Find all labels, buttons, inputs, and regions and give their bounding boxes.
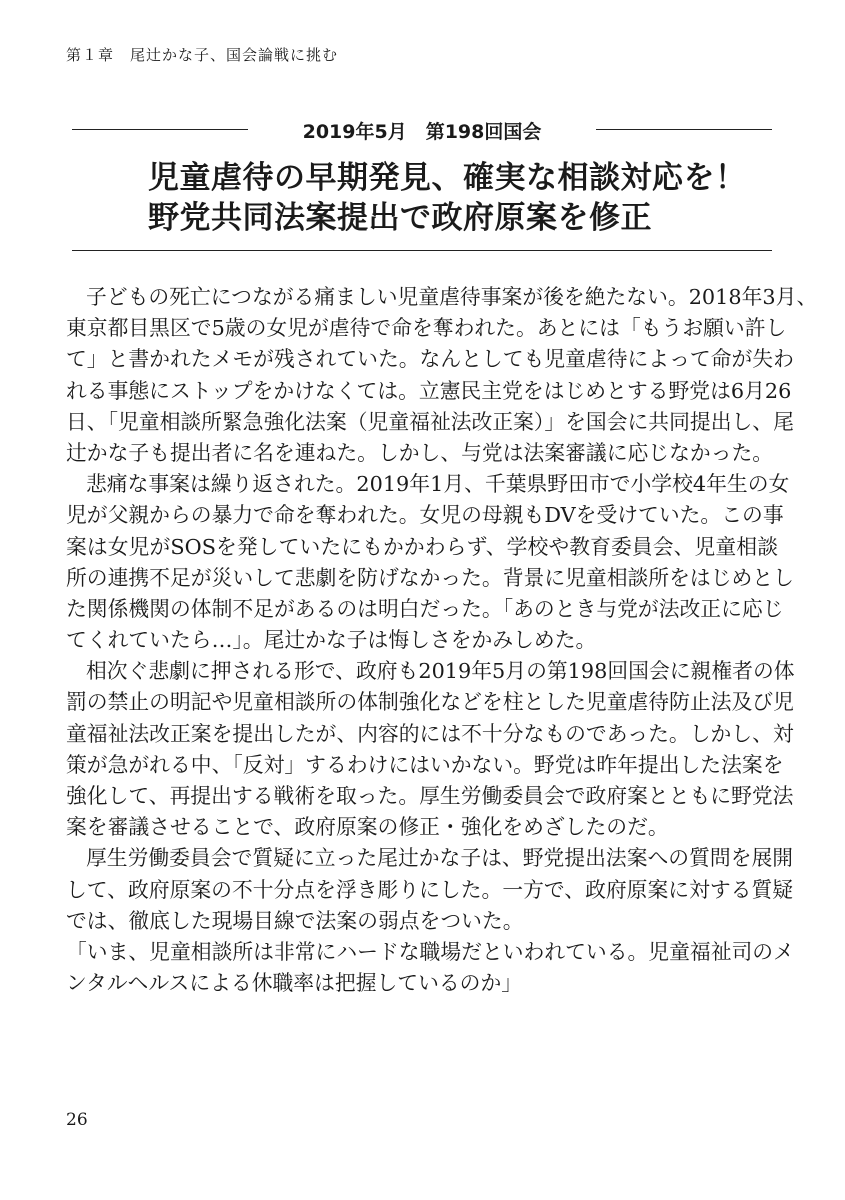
headline-line-2: 野党共同法案提出で政府原案を修正 <box>148 200 652 236</box>
headline-line-1: 児童虐待の早期発見、確実な相談対応を！ <box>148 160 747 196</box>
quote-line: 「いま、児童相談所は非常にハードな職場だといわれている。児童福祉司のメ <box>66 939 794 964</box>
body-line: 東京都目黒区で5歳の女児が虐待で命を奪われた。あとには「もうお願い許し <box>66 316 787 341</box>
body-line: 日、「児童相談所緊急強化法案（児童福祉法改正案）」を国会に共同提出し、尾 <box>66 409 794 434</box>
body-line: では、徹底した現場目線で法案の弱点をついた。 <box>66 908 524 933</box>
body-line: 案は女児がSOSを発していたにもかかわらず、学校や教育委員会、児童相談 <box>66 534 778 559</box>
body-line: 相次ぐ悲劇に押される形で、政府も2019年5月の第198回国会に親権者の体 <box>86 659 795 684</box>
body-line: 悲痛な事案は繰り返された。2019年1月、千葉県野田市で小学校4年生の女 <box>86 472 790 497</box>
body-line: 子どもの死亡につながる痛ましい児童虐待事案が後を絶たない。2018年3月、 <box>86 285 818 309</box>
body-line: 童福祉法改正案を提出したが、内容的には不十分なものであった。しかし、対 <box>66 721 794 746</box>
body-line: 強化して、再提出する戦術を取った。厚生労働委員会で政府案とともに野党法 <box>66 784 794 808</box>
running-head: 第１章 尾辻かな子、国会論戦に挑む <box>66 46 339 64</box>
page-number: 26 <box>66 1110 88 1130</box>
body-line: 厚生労働委員会で質疑に立った尾辻かな子は、野党提出法案への質問を展開 <box>86 846 794 871</box>
body-line: 所の連携不足が災いして悲劇を防げなかった。背景に児童相談所をはじめとし <box>66 565 794 590</box>
article-body <box>66 282 818 999</box>
body-line: 策が急がれる中、「反対」するわけにはいかない。野党は昨年提出した法案を <box>66 752 784 777</box>
section-date-row <box>72 115 772 145</box>
body-line: 案を審議させることで、政府原案の修正・強化をめざしたのだ。 <box>66 815 669 840</box>
divider-right <box>596 129 772 130</box>
body-line: 児が父親からの暴力で命を奪われた。女児の母親もDVを受けていた。この事 <box>66 503 784 528</box>
body-line: 辻かな子も提出者に名を連ねた。しかし、与党は法案審議に応じなかった。 <box>66 440 774 465</box>
body-line: れる事態にストップをかけなくては。立憲民主党をはじめとする野党は6月26 <box>66 378 792 403</box>
quote-line: ンタルヘルスによる休職率は把握しているのか」 <box>66 971 523 996</box>
divider-left <box>72 129 248 130</box>
body-line: 罰の禁止の明記や児童相談所の体制強化などを柱とした児童虐待防止法及び児 <box>66 690 794 715</box>
section-date: 2019年5月 第198回国会 <box>302 121 542 143</box>
body-line: て」と書かれたメモが残されていた。なんとしても児童虐待によって命が失わ <box>66 347 794 372</box>
body-line: た関係機関の体制不足があるのは明白だった。「あのとき与党が法改正に応じ <box>66 596 784 621</box>
headline-divider <box>72 250 772 251</box>
body-line: して、政府原案の不十分点を浮き彫りにした。一方で、政府原案に対する質疑 <box>66 877 794 902</box>
headline <box>148 158 747 238</box>
body-line: てくれていたら…」。尾辻かな子は悔しさをかみしめた。 <box>66 628 597 653</box>
